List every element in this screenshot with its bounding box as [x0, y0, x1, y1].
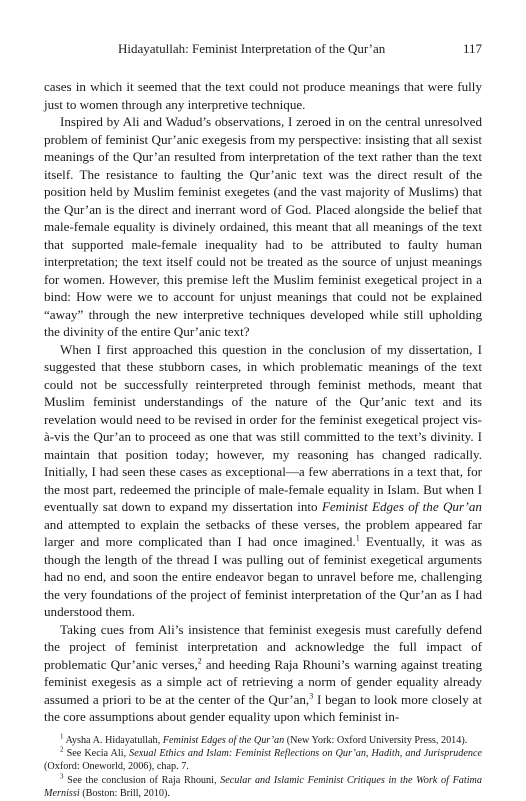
paragraph-3-text-c: Eventually, it was as though the length of the thread I was pulling out of feminist exegetical arguments had no end, and soon the entire endeavor began to unravel before me, challenging the very foundations of the project of feminist interpretation of the Qur’an as I had understood them.: [44, 534, 482, 619]
footnote-1-number: 1: [60, 732, 64, 741]
paragraph-3-text-a: When I first approached this question in the conclusion of my dissertation, I suggested that these stubborn cases, in which problematic meanings of the text could not be successfully reinterpreted through feminist methods, meant that Muslim feminist understandings of the nature of the Qur’anic text and its revelation would need to be revised in order for the feminist exegetical project vis-à-vis the Qur’an to proceed as one that was still committed to the text’s divinity. I maintain that position today; however, my reasoning has changed radically. Initially, I had seen these cases as exceptional—a few aberrations in a text that, for the most part, redeemed the principle of male-female equality in Islam. But when I eventually sat down to expand my dissertation into: [44, 341, 482, 514]
footnote-1-title: Feminist Edges of the Qur’an: [162, 734, 285, 746]
footnote-ref-2: 2: [197, 656, 202, 666]
footnote-ref-1: 1: [355, 533, 360, 543]
book-title-italic: Feminist Edges of the Qur’an: [321, 499, 482, 514]
paragraph-4-text-b: and heeding Raja Rhouni’s warning against treating feminist exegesis as a simple act of retrieving a norm of gender equality already assumed a priori to be at the center of the Qur’an,: [44, 656, 482, 707]
footnote-3-number: 3: [60, 772, 64, 781]
running-head: [44, 40, 482, 58]
running-title: Hidayatullah: Feminist Interpretation of the Qur’an: [118, 41, 386, 56]
footnote-3-text-a: See the conclusion of Raja Rhouni,: [67, 774, 221, 786]
paragraph-1: cases in which it seemed that the text could not produce meanings that were fully just to women through any interpretive technique.: [44, 79, 482, 112]
footnote-1-text-b: (New York: Oxford University Press, 2014).: [284, 734, 468, 746]
paragraph-4-text-c: I began to look more closely at the core assumptions about gender equality upon which feminist in-: [44, 691, 482, 724]
paragraph-4-text-a: Taking cues from Ali’s insistence that feminist exegesis must carefully defend the project of feminist interpretation and acknowledge the full impact of problematic Qur’anic verses,: [44, 621, 482, 672]
footnote-1: [44, 734, 482, 747]
footnote-3: [44, 774, 482, 801]
paragraph-3-text-b: and attempted to explain the setbacks of these verses, the problem appeared far larger and more complicated than I had once imagined.: [44, 516, 482, 549]
footnote-3-text-b: (Boston: Brill, 2010).: [79, 788, 170, 800]
footnotes: [44, 734, 482, 801]
footnote-3-title: Secular and Islamic Feminist Critiques in the Work of Fatima Mernissi: [44, 774, 482, 800]
footnote-1-text-a: Aysha A. Hidayatullah,: [65, 734, 163, 746]
paragraph-2: Inspired by Ali and Wadud’s observations, I zeroed in on the central unresolved problem of feminist Qur’anic exegesis from my perspective: insisting that all sexist meanings of the Qur’an resulted from interpretation of the text rather than the text itself. The resistance to faulting the Qur’anic text was the direct result of the position held by Muslim feminist exegetes (and the vast majority of Muslims) that the Qur’an is the direct and inerrant word of God. Placed alongside the belief that male-female equality is divinely ordained, this meant that all meanings of the text that supported male-female inequality had to be attributed to faulty human interpretation; the text itself could not be treated as the source of unjust meanings for women. However, this premise left the Muslim feminist exegetical project in a bind: How were we to account for unjust meanings that could not be explained “away” through the new interpretive techniques developed while still upholding the divinity of the entire Qur’anic text?: [44, 114, 482, 339]
footnote-2-text-a: See Kecia Ali,: [66, 747, 130, 759]
footnote-2-title: Sexual Ethics and Islam: Feminist Reflections on Qur’an, Hadith, and Jurisprudence: [129, 747, 483, 759]
footnote-2-number: 2: [60, 745, 64, 754]
footnote-ref-3: 3: [309, 691, 314, 701]
footnote-2-text-b: (Oxford: Oneworld, 2006), chap. 7.: [44, 761, 189, 773]
footnote-2: [44, 747, 482, 774]
paragraph-4: [44, 621, 482, 726]
page-number: 117: [462, 41, 482, 56]
body-text: [44, 78, 482, 726]
paragraph-3: [44, 341, 482, 621]
